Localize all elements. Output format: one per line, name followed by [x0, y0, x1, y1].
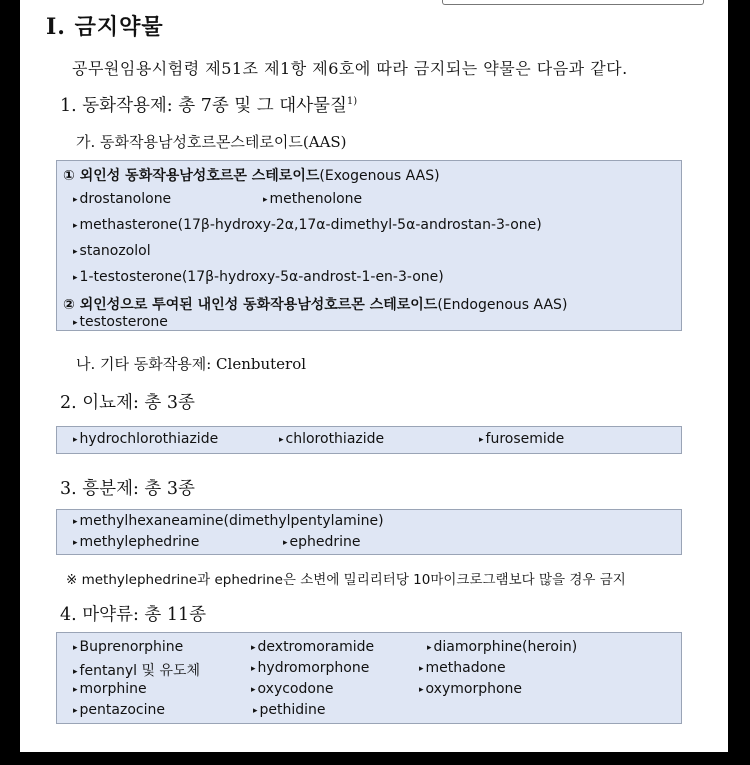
- endo-aas-suffix: (Endogenous AAS): [437, 297, 568, 313]
- section-title: Ⅰ. 금지약물: [46, 14, 164, 40]
- drug-item: ▸ drostanolone: [73, 191, 171, 207]
- drug-item: ▸ furosemide: [479, 431, 564, 447]
- heading-stimulants: 3. 흥분제: 총 3종: [60, 479, 195, 499]
- drug-item: ▸ ephedrine: [283, 534, 361, 550]
- endo-aas-heading: [63, 294, 567, 314]
- header-frame-clipped: [442, 0, 704, 5]
- narcotics-box: [56, 632, 682, 724]
- aas-box: [56, 160, 682, 331]
- stimulant-note: ※ methylephedrine과 ephedrine은 소변에 밀리리터당 10마이크로그램보다 많을 경우 금지: [66, 572, 626, 588]
- drug-item: ▸ diamorphine(heroin): [427, 639, 577, 655]
- endo-aas-heading-text: ② 외인성으로 투여된 내인성 동화작용남성호르몬 스테로이드: [63, 297, 438, 313]
- heading-anabolic-text: 1. 동화작용제: 총 7종 및 그 대사물질: [60, 96, 347, 116]
- drug-item: ▸ dextromoramide: [251, 639, 374, 655]
- footnote-marker: 1): [346, 96, 358, 108]
- drug-item: ▸ methenolone: [263, 191, 362, 207]
- drug-item: ▸ Buprenorphine: [73, 639, 183, 655]
- subheading-aas: 가. 동화작용남성호르몬스테로이드(AAS): [76, 133, 347, 151]
- heading-anabolic-agents: [60, 92, 357, 117]
- drug-item: ▸ testosterone: [73, 314, 168, 330]
- intro-paragraph: 공무원임용시험령 제51조 제1항 제6호에 따라 금지되는 약물은 다음과 같다.: [72, 59, 628, 78]
- subheading-other-anabolic: 나. 기타 동화작용제: Clenbuterol: [76, 355, 307, 373]
- drug-item: ▸ methadone: [419, 660, 506, 676]
- drug-item: ▸ oxycodone: [251, 681, 333, 697]
- heading-diuretics: 2. 이뇨제: 총 3종: [60, 393, 195, 413]
- stimulants-box: [56, 509, 682, 555]
- drug-item: ▸ stanozolol: [73, 243, 151, 259]
- exo-aas-heading: [63, 165, 440, 185]
- drug-item: ▸ 1-testosterone(17β-hydroxy-5α-androst-1-en-3-one): [73, 269, 444, 285]
- drug-item: ▸ pethidine: [253, 702, 326, 718]
- drug-item: ▸ chlorothiazide: [279, 431, 384, 447]
- drug-item: ▸ methasterone(17β-hydroxy-2α,17α-dimethyl-5α-androstan-3-one): [73, 217, 542, 233]
- diuretics-box: [56, 426, 682, 454]
- exo-aas-suffix: (Exogenous AAS): [319, 168, 440, 184]
- drug-item: ▸ pentazocine: [73, 702, 165, 718]
- drug-item: ▸ methylephedrine: [73, 534, 199, 550]
- exo-aas-heading-text: ① 외인성 동화작용남성호르몬 스테로이드: [63, 168, 320, 184]
- drug-item: ▸ hydromorphone: [251, 660, 369, 676]
- heading-narcotics: 4. 마약류: 총 11종: [60, 605, 207, 625]
- drug-item: ▸ hydrochlorothiazide: [73, 431, 218, 447]
- document-page: [20, 0, 728, 752]
- drug-item: ▸ methylhexaneamine(dimethylpentylamine): [73, 513, 384, 529]
- drug-item: ▸ fentanyl 및 유도체: [73, 660, 200, 680]
- drug-item: ▸ morphine: [73, 681, 147, 697]
- drug-item: ▸ oxymorphone: [419, 681, 522, 697]
